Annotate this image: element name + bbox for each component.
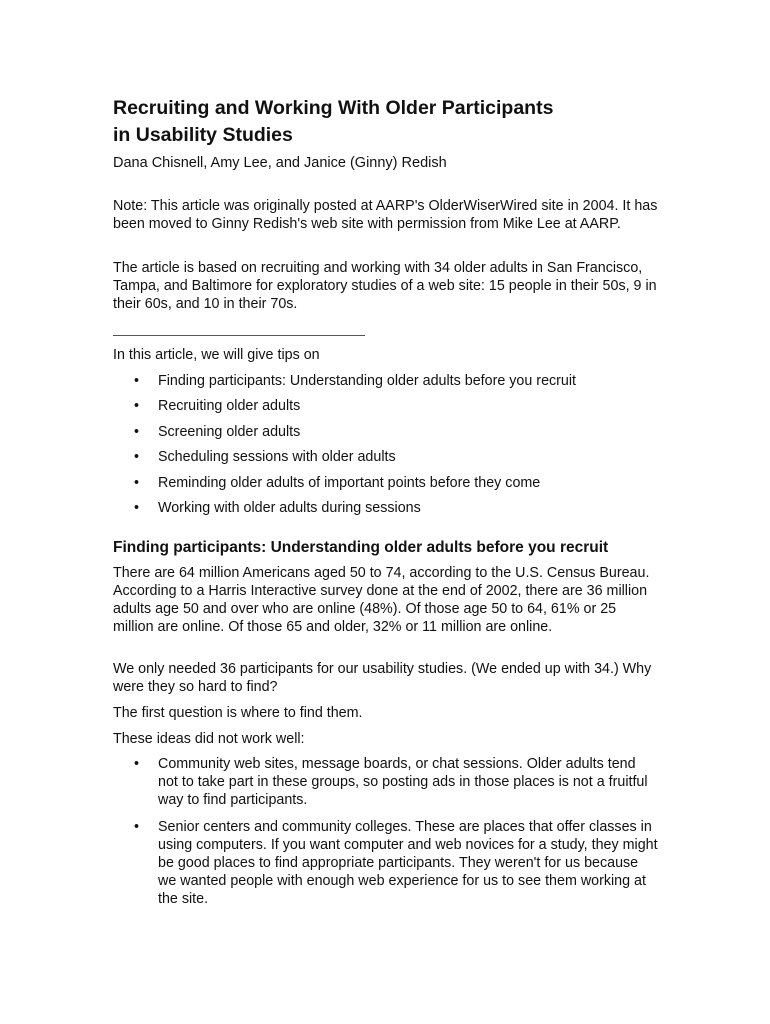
list-item [113,448,683,473]
authors-line: Dana Chisnell, Amy Lee, and Janice (Ginny) Redish [113,155,447,171]
list-item-text: Working with older adults during sessions [158,499,421,516]
list-item [113,499,683,524]
list-item [113,423,683,448]
note-paragraph: Note: This article was originally posted at AARP's OlderWiserWired site in 2004. It has been moved to Ginny Redish's web site with permission from Mike Lee at AARP. [113,198,658,232]
question-paragraph: The first question is where to find them. [113,705,363,721]
bullet-icon: • [134,819,140,835]
section-divider [113,335,365,336]
title-line-1: Recruiting and Working With Older Participants [113,97,554,119]
list-item [113,474,683,499]
ideas-list [113,755,658,908]
stats-paragraph: There are 64 million Americans aged 50 to 74, according to the U.S. Census Bureau. According to a Harris Interactive survey done at the end of 2002, there are 36 million adults age 50 and over who are online (48%). Of those age 50 to 64, 61% or 25 million are online. Of those 65 and older, 32% or 11 million are online. [113,565,650,635]
tips-list [113,372,683,524]
basis-paragraph: The article is based on recruiting and working with 34 older adults in San Francisco, Tampa, and Baltimore for exploratory studies of a web site: 15 people in their 50s, 9 in their 60s, and 10 in their 70s. [113,260,657,312]
bullet-icon: • [134,398,140,415]
bullet-icon: • [134,373,140,389]
bullet-icon: • [134,756,140,772]
participants-paragraph: We only needed 36 participants for our usability studies. (We ended up with 34.) Why were they so hard to find? [113,661,652,695]
bullet-icon: • [134,499,140,516]
list-item-text: Finding participants: Understanding older adults before you recruit [158,373,577,389]
list-item-text: Recruiting older adults [158,398,301,415]
list-item [113,818,658,908]
list-item [113,372,683,397]
bullet-icon: • [134,449,140,466]
list-item [113,397,683,422]
document-title [113,95,673,149]
list-item-text: Reminding older adults of important points before they come [158,474,541,491]
bullet-icon: • [134,423,140,440]
list-item-text: Screening older adults [158,423,301,440]
bullet-icon: • [134,474,140,491]
list-item-text: Scheduling sessions with older adults [158,449,396,466]
ideas-intro-paragraph: These ideas did not work well: [113,731,305,747]
title-line-2: in Usability Studies [113,124,293,146]
list-item-text: Senior centers and community colleges. These are places that offer classes in using computers. If you want computer and web novices for a study, they might be good places to find appropriate participants. They weren't for us because we wanted people with enough web experience for us to see them working at the site. [158,819,658,907]
section-heading: Finding participants: Understanding older adults before you recruit [113,539,609,556]
intro-paragraph: In this article, we will give tips on [113,347,320,363]
list-item [113,755,658,809]
list-item-text: Community web sites, message boards, or chat sessions. Older adults tend not to take part in these groups, so posting ads in those places is not a fruitful way to find participants. [158,756,648,808]
